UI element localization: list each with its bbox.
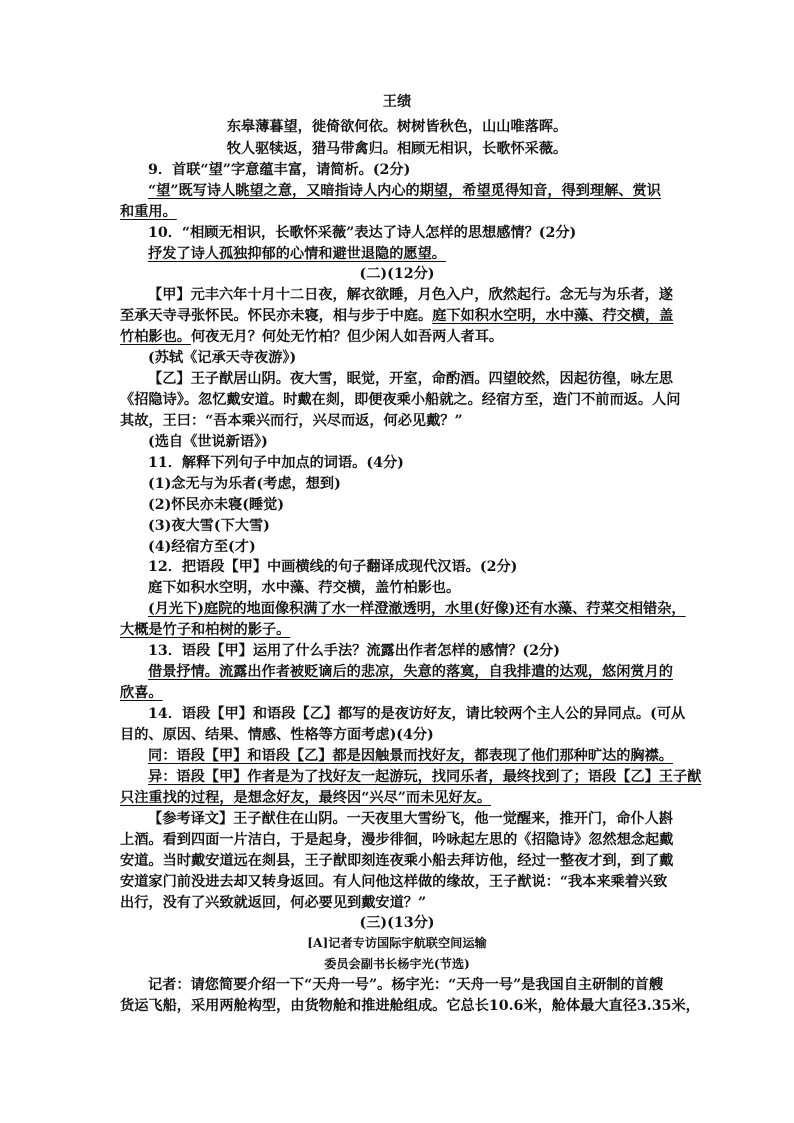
q14-answer-line-1: 同：语段【甲】和语段【乙】都是因触景而找好友，都表现了他们那种旷达的胸襟。 <box>148 748 673 764</box>
q10-question: 10．“相顾无相识，长歌怀采薇”表达了诗人怎样的思想感情？(2分) <box>148 225 577 241</box>
section-3-subtitle-line-1: [A]记者专访国际宇航联空间运输 <box>307 936 487 950</box>
q14-answer-line-3: 只注重找的过程，是想念好友，最终因“兴尽”而未见好友。 <box>120 790 492 806</box>
q11-item-4: (4)经宿方至(才) <box>148 539 256 555</box>
q12-answer-line-2: 大概是竹子和柏树的影子。 <box>120 622 291 638</box>
jia-line-2-text: 至承天寺寻张怀民。怀民亦未寝，相与步于中庭。 <box>120 308 433 324</box>
translation-line-5: 出行，没有了兴致就返回，何必要见到戴安道？” <box>120 895 427 911</box>
q12-answer-line-1: (月光下)庭院的地面像积满了水一样澄澈透明，水里(好像)还有水藻、荇菜交相错杂， <box>148 601 686 617</box>
yi-line-2: 《招隐诗》。忽忆戴安道。时戴在剡，即便夜乘小船就之。经宿方至，造门不前而返。人问 <box>120 392 681 408</box>
jia-line-3-text: 何夜无月？何处无竹柏？但少闲人如吾两人者耳。 <box>190 329 504 345</box>
jia-underlined-sentence-part-2: 竹柏影也。 <box>120 329 191 345</box>
translation-line-1: 【参考译文】王子猷住在山阴。一天夜里大雪纷飞，他一觉醒来，推开门，命仆人斟 <box>148 811 673 827</box>
q10-answer: 抒发了诗人孤独抑郁的心情和避世退隐的愿望。 <box>148 246 446 262</box>
translation-line-2: 上酒。看到四面一片洁白，于是起身，漫步徘徊，吟咏起左思的《招隐诗》忽然想念起戴 <box>120 832 674 848</box>
translation-line-4: 安道家门前没进去却又转身返回。有人问他这样做的缘故，王子猷说：“我本来乘着兴致 <box>120 874 668 890</box>
jia-source: (苏轼《记承天寺夜游》) <box>148 350 297 366</box>
q11-item-1: (1)念无与为乐者(考虑，想到) <box>148 476 341 492</box>
yi-line-1: 【乙】王子猷居山阴。夜大雪，眠觉，开室，命酌酒。四望皎然，因起彷徨，咏左思 <box>148 371 673 387</box>
section-3-heading: (三)(13分) <box>359 915 435 931</box>
section-2-heading: (二)(12分) <box>359 266 435 282</box>
yi-line-3: 其故，王曰：“吾本乘兴而行，兴尽而返，何必见戴？” <box>120 413 463 429</box>
q9-answer-line-1: “望”既写诗人眺望之意，又暗指诗人内心的期望，希望觅得知音，得到理解、赏识 <box>148 183 661 199</box>
section-3-text-line-1: 记者：请您简要介绍一下“天舟一号”。杨宇光：“天舟一号”是我国自主研制的首艘 <box>148 977 664 993</box>
section-3-subtitle-line-2: 委员会副书长杨宇光(节选) <box>324 957 470 971</box>
q14-question-line-1: 14．语段【甲】和语段【乙】都写的是夜访好友，请比较两个主人公的异同点。(可从 <box>148 706 686 722</box>
q14-answer-line-2: 异：语段【甲】作者是为了找好友一起游玩，找同乐者，最终找到了；语段【乙】王子猷 <box>148 769 702 785</box>
jia-underlined-sentence-part-1: 庭下如积水空明，水中藻、荇交横，盖 <box>432 308 674 324</box>
poem-line-2: 牧人驱犊返，猎马带禽归。相顾无相识，长歌怀采薇。 <box>226 141 568 157</box>
q12-question: 12．把语段【甲】中画横线的句子翻译成现代汉语。(2分) <box>148 559 518 575</box>
jia-line-3 <box>120 327 503 348</box>
jia-line-1: 【甲】元丰六年十月十二日夜，解衣欲睡，月色入户，欣然起行。念无与为乐者，遂 <box>148 287 673 303</box>
section-3-text-line-2: 货运飞船，采用两舱构型，由货物舱和推进舱组成。它总长10.6米，舱体最大直径3.35米， <box>120 998 700 1014</box>
poem-line-1: 东皋薄暮望，徙倚欲何依。树树皆秋色，山山唯落晖。 <box>226 119 568 135</box>
q13-answer-line-1: 借景抒情。流露出作者被贬谪后的悲凉，失意的落寞，自我排遣的达观，悠闲赏月的 <box>148 664 673 680</box>
jia-line-2 <box>120 306 673 327</box>
q13-answer-line-2: 欣喜。 <box>120 685 163 701</box>
q11-item-2: (2)怀民亦未寝(睡觉) <box>148 497 285 513</box>
q13-question: 13．语段【甲】运用了什么手法？流露出作者怎样的感情？(2分) <box>148 643 560 659</box>
q11-question: 11．解释下列句子中加点的词语。(4分) <box>148 455 404 471</box>
q11-item-3: (3)夜大雪(下大雪) <box>148 518 270 534</box>
yi-source: (选自《世说新语》) <box>148 434 268 450</box>
poem-author: 王绩 <box>382 94 412 110</box>
q12-sentence: 庭下如积水空明，水中藻、荇交横，盖竹柏影也。 <box>148 580 461 596</box>
q9-question: 9．首联“望”字意蕴丰富，请简析。(2分) <box>148 162 411 178</box>
q14-question-line-2: 目的、原因、结果、情感、性格等方面考虑)(4分) <box>120 727 434 743</box>
q9-answer-line-2: 和重用。 <box>120 204 177 220</box>
translation-line-3: 安道。当时戴安道远在剡县，王子猷即刻连夜乘小船去拜访他，经过一整夜才到，到了戴 <box>120 853 674 869</box>
